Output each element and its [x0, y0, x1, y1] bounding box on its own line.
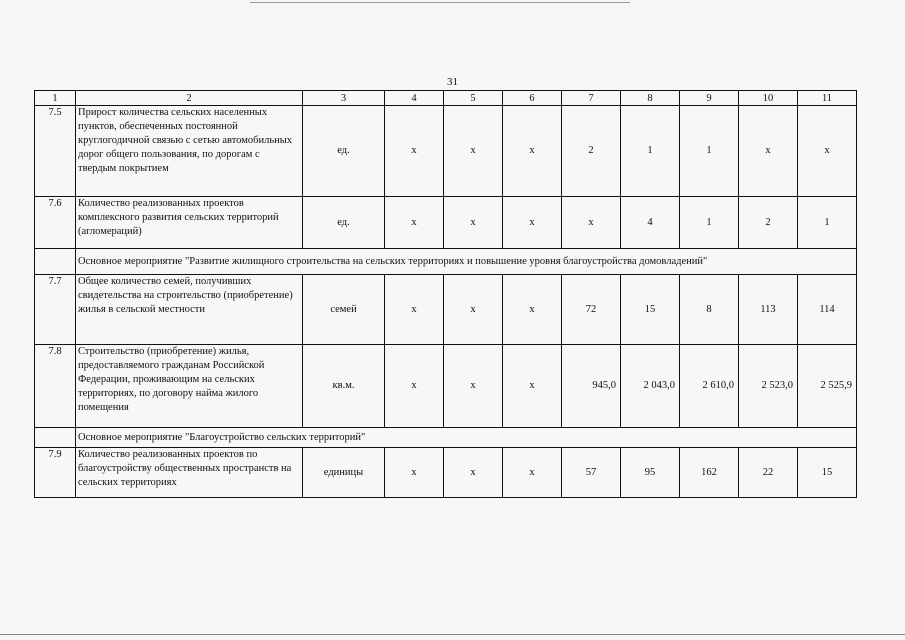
- section-number-cell: [35, 428, 76, 448]
- row-number: 7.5: [35, 106, 76, 197]
- unit-cell: ед.: [303, 106, 385, 197]
- header-cell: 1: [35, 91, 76, 106]
- value-cell: x: [385, 106, 444, 197]
- section-title: Основное мероприятие "Развитие жилищного строительства на сельских территориях и повышение уровня благоустройства домовладений": [76, 249, 857, 275]
- table-row: [35, 197, 857, 249]
- header-cell: 3: [303, 91, 385, 106]
- value-cell: 162: [680, 448, 739, 498]
- value-cell: x: [385, 275, 444, 345]
- value-cell: 8: [680, 275, 739, 345]
- value-cell: 114: [798, 275, 857, 345]
- indicators-table: [34, 90, 857, 498]
- value-cell: 2 610,0: [680, 345, 739, 428]
- value-cell: x: [385, 197, 444, 249]
- row-number: 7.9: [35, 448, 76, 498]
- row-number: 7.7: [35, 275, 76, 345]
- table-row: [35, 275, 857, 345]
- value-cell: 1: [798, 197, 857, 249]
- value-cell: 1: [680, 106, 739, 197]
- indicator-description: Количество реализованных проектов комплексного развития сельских территорий (агломераций): [76, 197, 303, 249]
- header-row: [35, 91, 857, 106]
- indicator-description: Прирост количества сельских населенных пунктов, обеспеченных постоянной круглогодичной связью с сетью автомобильных дорог общего пользования, по дорогам с твердым покрытием: [76, 106, 303, 197]
- value-cell: x: [444, 106, 503, 197]
- unit-cell: единицы: [303, 448, 385, 498]
- value-cell: x: [503, 448, 562, 498]
- header-cell: 4: [385, 91, 444, 106]
- value-cell: 15: [798, 448, 857, 498]
- value-cell: 4: [621, 197, 680, 249]
- value-cell: x: [444, 345, 503, 428]
- indicator-description: Строительство (приобретение) жилья, предоставляемого гражданам Российской Федерации, проживающим на сельских территориях, по договору найма жилого помещения: [76, 345, 303, 428]
- header-cell: 5: [444, 91, 503, 106]
- value-cell: x: [385, 345, 444, 428]
- section-title: Основное мероприятие "Благоустройство сельских территорий": [76, 428, 857, 448]
- value-cell: x: [444, 275, 503, 345]
- value-cell: x: [503, 106, 562, 197]
- value-cell: x: [385, 448, 444, 498]
- header-cell: 7: [562, 91, 621, 106]
- value-cell: 2 525,9: [798, 345, 857, 428]
- value-cell: 15: [621, 275, 680, 345]
- row-number: 7.8: [35, 345, 76, 428]
- value-cell: x: [503, 275, 562, 345]
- bottom-scan-line: [0, 634, 905, 635]
- value-cell: 945,0: [562, 345, 621, 428]
- unit-cell: семей: [303, 275, 385, 345]
- value-cell: x: [562, 197, 621, 249]
- value-cell: 57: [562, 448, 621, 498]
- row-number: 7.6: [35, 197, 76, 249]
- table-row: [35, 345, 857, 428]
- indicator-description: Общее количество семей, получивших свидетельства на строительство (приобретение) жилья в сельской местности: [76, 275, 303, 345]
- value-cell: 2: [562, 106, 621, 197]
- table-row: [35, 448, 857, 498]
- value-cell: 113: [739, 275, 798, 345]
- value-cell: x: [503, 197, 562, 249]
- top-scan-line: [250, 2, 630, 3]
- value-cell: 72: [562, 275, 621, 345]
- header-cell: 11: [798, 91, 857, 106]
- page-number: 31: [447, 76, 458, 88]
- value-cell: 2 043,0: [621, 345, 680, 428]
- section-row: [35, 428, 857, 448]
- header-cell: 8: [621, 91, 680, 106]
- header-cell: 10: [739, 91, 798, 106]
- value-cell: 1: [621, 106, 680, 197]
- value-cell: 2 523,0: [739, 345, 798, 428]
- indicator-description: Количество реализованных проектов по благоустройству общественных пространств на сельских территориях: [76, 448, 303, 498]
- value-cell: 95: [621, 448, 680, 498]
- header-cell: 2: [76, 91, 303, 106]
- table-row: [35, 106, 857, 197]
- value-cell: x: [798, 106, 857, 197]
- value-cell: x: [444, 448, 503, 498]
- value-cell: x: [444, 197, 503, 249]
- value-cell: x: [739, 106, 798, 197]
- header-cell: 6: [503, 91, 562, 106]
- section-row: [35, 249, 857, 275]
- value-cell: 2: [739, 197, 798, 249]
- value-cell: 1: [680, 197, 739, 249]
- section-number-cell: [35, 249, 76, 275]
- value-cell: 22: [739, 448, 798, 498]
- header-cell: 9: [680, 91, 739, 106]
- unit-cell: ед.: [303, 197, 385, 249]
- unit-cell: кв.м.: [303, 345, 385, 428]
- value-cell: x: [503, 345, 562, 428]
